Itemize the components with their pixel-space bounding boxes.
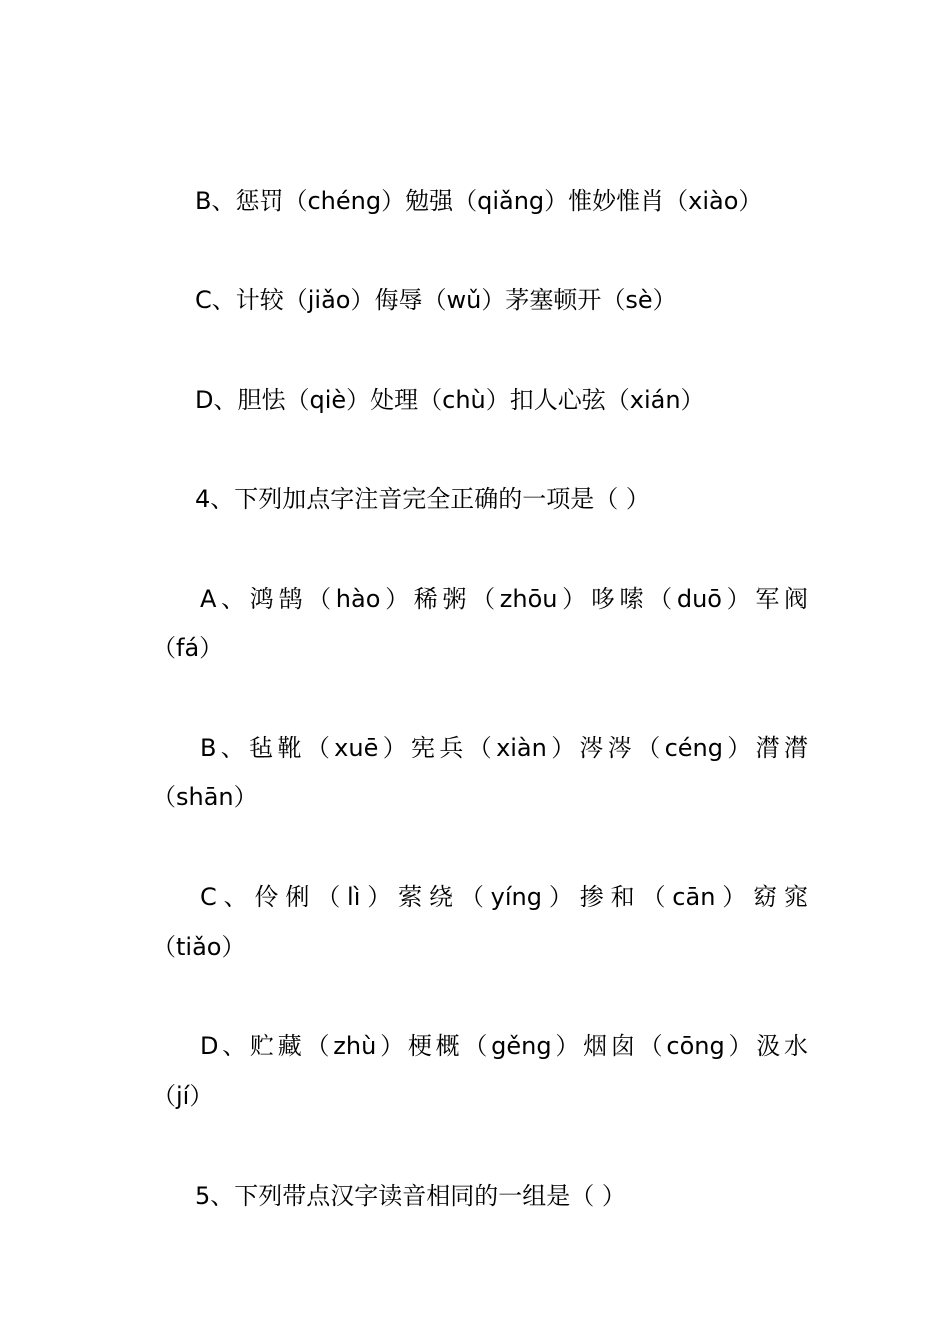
q4-option-d-line2: （jí） <box>152 1082 214 1110</box>
q4-option-c-line1: C、伶俐（lì）萦绕（yíng）掺和（cān）窈窕 <box>200 883 808 911</box>
q3-option-b: B、惩罚（chéng）勉强（qiǎng）惟妙惟肖（xiào） <box>195 187 763 215</box>
question-4-stem: 4、下列加点字注音完全正确的一项是（ ） <box>195 485 650 513</box>
q4-option-d-line1: D、贮藏（zhù）梗概（gěng）烟囱（cōng）汲水 <box>200 1032 808 1060</box>
q4-option-b-line1: B、毡靴（xuē）宪兵（xiàn）涔涔（céng）潸潸 <box>200 734 808 762</box>
q4-option-c-line2: （tiǎo） <box>152 933 246 961</box>
q4-option-b-line2: （shān） <box>152 783 258 811</box>
question-5-stem: 5、下列带点汉字读音相同的一组是（ ） <box>195 1182 626 1210</box>
q3-option-c: C、计较（jiǎo）侮辱（wǔ）茅塞顿开（sè） <box>195 286 677 314</box>
q4-option-a-line1: A、鸿鹄（hào）稀粥（zhōu）哆嗦（duō）军阀 <box>200 585 808 613</box>
q3-option-d: D、胆怯（qiè）处理（chù）扣人心弦（xián） <box>195 386 705 414</box>
q4-option-a-line2: （fá） <box>152 634 224 662</box>
